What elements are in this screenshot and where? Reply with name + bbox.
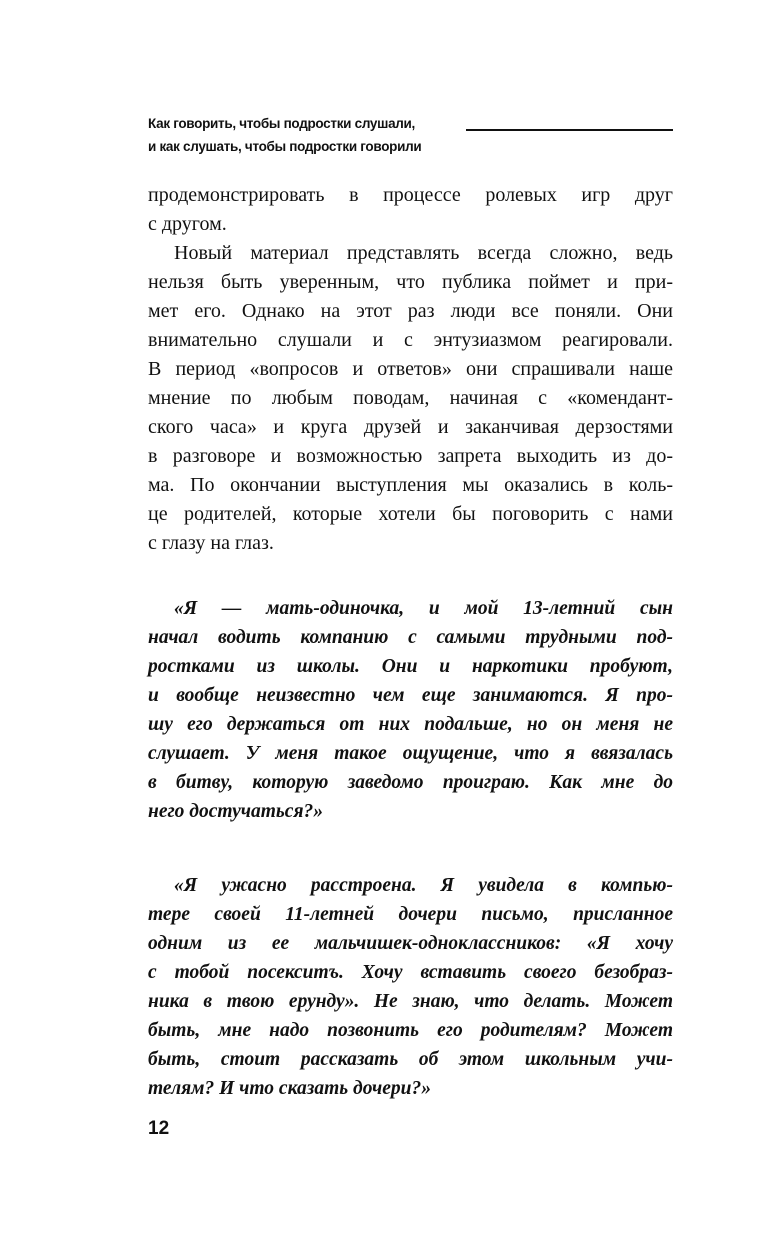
text-line: Новый материал представлять всегда сложно, ведь [174, 242, 673, 264]
text-line: внимательно слушали и с энтузиазмом реагировали. [148, 329, 673, 351]
quote-2 [148, 871, 673, 1103]
quote-line: одним из ее мальчишек-одноклассников: «Я хочу [148, 933, 673, 954]
quote-line: тере своей 11-летней дочери письмо, присланное [148, 904, 673, 925]
text-line: ма. По окончании выступления мы оказались в коль- [148, 474, 673, 496]
page-number: 12 [148, 1118, 170, 1139]
text-line: нельзя быть уверенным, что публика поймет и при- [148, 271, 673, 293]
quote-line: в битву, которую заведомо проиграю. Как мне до [148, 772, 673, 793]
quote-line: него достучаться?» [148, 801, 323, 822]
quote-line: телям? И что сказать дочери?» [148, 1078, 431, 1099]
running-header-line-2: и как слушать, чтобы подростки говорили [148, 139, 422, 154]
running-header-line-1: Как говорить, чтобы подростки слушали, [148, 116, 416, 131]
text-line: це родителей, которые хотели бы поговорить с нами [148, 503, 673, 525]
text-line: В период «вопросов и ответов» они спрашивали наше [148, 358, 673, 380]
quote-line: «Я ужасно расстроена. Я увидела в компью- [174, 875, 673, 896]
quote-line: быть, мне надо позвонить его родителям? Может [148, 1020, 673, 1041]
quote-line: «Я — мать-одиночка, и мой 13-летний сын [174, 598, 673, 619]
text-line: с глазу на глаз. [148, 532, 274, 554]
quote-line: и вообще неизвестно чем еще занимаются. Я про- [148, 685, 673, 706]
text-line: ского часа» и круга друзей и заканчивая дерзостями [148, 416, 673, 438]
quote-1 [148, 594, 673, 826]
quote-line: слушает. У меня такое ощущение, что я ввязалась [148, 743, 673, 764]
quote-line: быть, стоит рассказать об этом школьным учи- [148, 1049, 673, 1070]
text-line: продемонстрировать в процессе ролевых игр друг [148, 184, 673, 206]
running-header [148, 112, 421, 158]
quote-line: начал водить компанию с самыми трудными под- [148, 627, 673, 648]
text-line: мнение по любым поводам, начиная с «комендант- [148, 387, 673, 409]
quote-line: с тобой посекситъ. Хочу вставить своего безобраз- [148, 962, 673, 983]
quote-line: шу его держаться от них подальше, но он меня не [148, 714, 673, 735]
quote-line: ростками из школы. Они и наркотики пробуют, [148, 656, 673, 677]
quote-line: ника в твою ерунду». Не знаю, что делать. Может [148, 991, 673, 1012]
header-rule [466, 129, 673, 131]
text-line: с другом. [148, 213, 227, 235]
text-line: в разговоре и возможностью запрета выходить из до- [148, 445, 673, 467]
body-text [148, 181, 673, 558]
text-line: мет его. Однако на этот раз люди все поняли. Они [148, 300, 673, 322]
